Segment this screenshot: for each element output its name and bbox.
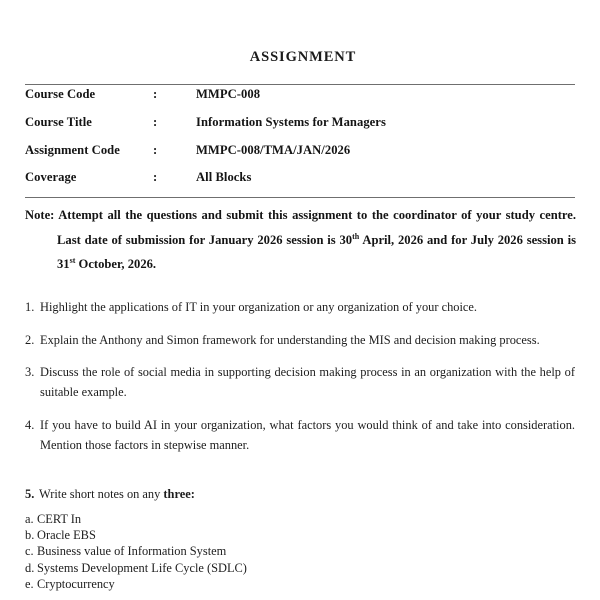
- option-text: Systems Development Life Cycle (SDLC): [37, 560, 247, 575]
- question-text: Highlight the applications of IT in your organization or any organization of your choice.: [40, 300, 478, 314]
- note-superscript-th: th: [352, 231, 360, 241]
- question-text: If you have to build AI in your organization, what factors you would think of and take into consideration. Mention those factors in stepwise manner.: [40, 417, 575, 452]
- submission-note: [25, 203, 576, 277]
- info-separator: :: [153, 115, 158, 129]
- page-title: ASSIGNMENT: [249, 49, 357, 65]
- question-text: [39, 484, 577, 504]
- question-five-prompt: Write short notes on any: [39, 487, 164, 501]
- info-label-assignment-code: Assignment Code: [25, 142, 120, 157]
- question-list: [25, 297, 577, 467]
- table-row: [25, 170, 575, 197]
- option-text: Cryptocurrency: [37, 576, 115, 591]
- option-text: Oracle EBS: [37, 528, 96, 543]
- question-text: Explain the Anthony and Simon framework for understanding the MIS and decision making process.: [40, 332, 540, 347]
- note-superscript-st: st: [69, 255, 76, 265]
- course-info-table: [25, 84, 575, 198]
- question-number: 4.: [25, 417, 35, 432]
- question-text: Discuss the role of social media in supporting decision making process in an organization with the help of suitable example.: [40, 365, 575, 399]
- note-text-part-1: Attempt all the questions and submit this assignment to the coordinator of your study centre. Last date of submission for January 2026 session is 30: [54, 208, 576, 247]
- option-text: CERT In: [37, 512, 82, 526]
- question-five: [25, 484, 577, 504]
- info-value-course-title: Information Systems for Managers: [196, 115, 386, 129]
- question-five-emphasis: three:: [163, 487, 195, 501]
- note-text-part-2: April, 2026 and for July 2026 session is 31: [57, 232, 576, 271]
- list-item: [25, 543, 425, 559]
- list-item: [25, 576, 425, 592]
- option-letter: d.: [25, 560, 35, 575]
- table-row: [25, 115, 575, 143]
- list-item: [25, 527, 425, 543]
- info-value-course-code: MMPC-008: [196, 87, 261, 101]
- table-row: [25, 143, 575, 171]
- question-number: 5.: [25, 487, 35, 501]
- list-item: [25, 560, 425, 576]
- info-separator: :: [153, 87, 158, 101]
- info-separator: :: [153, 170, 158, 184]
- short-notes-options: [25, 511, 425, 592]
- note-label: Note:: [25, 208, 55, 222]
- option-letter: b.: [25, 528, 35, 543]
- option-letter: a.: [25, 512, 34, 526]
- question-number: 3.: [25, 365, 35, 379]
- table-row: [25, 85, 575, 115]
- option-letter: e.: [25, 576, 34, 591]
- note-text-part-3: October, 2026.: [75, 257, 157, 271]
- info-label-course-code: Course Code: [25, 87, 96, 101]
- question-number: 1.: [25, 300, 35, 314]
- list-item: [25, 511, 425, 527]
- list-item: [25, 362, 577, 402]
- option-letter: c.: [25, 544, 34, 559]
- list-item: [25, 330, 577, 350]
- info-label-coverage: Coverage: [25, 170, 77, 184]
- option-text: Business value of Information System: [37, 544, 227, 559]
- info-label-course-title: Course Title: [25, 115, 92, 129]
- list-item: [25, 415, 577, 455]
- question-number: 2.: [25, 332, 35, 347]
- info-separator: :: [153, 142, 158, 157]
- info-value-coverage: All Blocks: [196, 170, 252, 184]
- info-value-assignment-code: MMPC-008/TMA/JAN/2026: [196, 142, 351, 157]
- list-item: [25, 297, 577, 317]
